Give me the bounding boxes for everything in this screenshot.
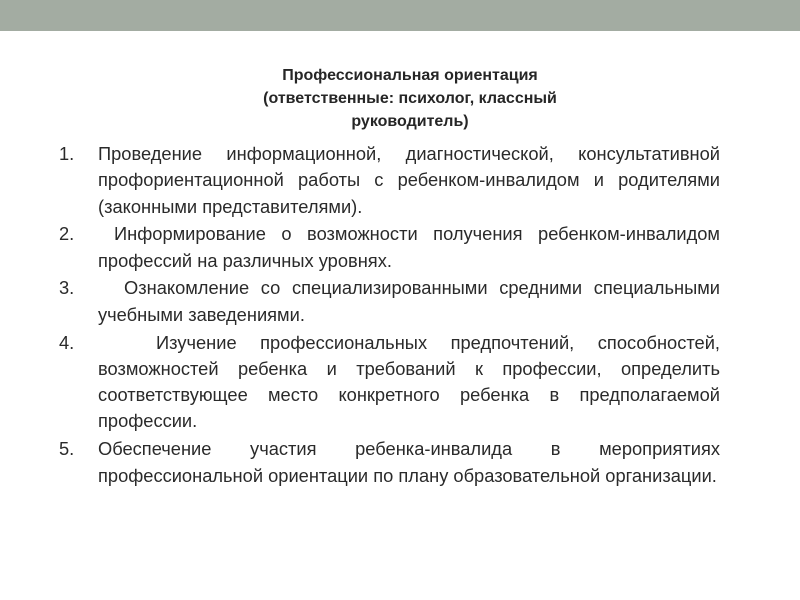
list-item — [48, 141, 720, 220]
title-line: Профессиональная ориентация — [282, 67, 538, 84]
list-item-text: Ознакомление со специализированными средними специальными учебными заведениями. — [98, 277, 720, 325]
list-item-number: 1. — [59, 143, 75, 164]
list-item-text: Информирование о возможности получения ребенком-инвалидом профессий на различных уровнях. — [98, 223, 720, 271]
list-item — [48, 275, 720, 328]
list-item-number: 4. — [59, 331, 75, 353]
title-line: (ответственные: психолог, классный — [263, 90, 557, 107]
title-line: руководитель) — [351, 113, 469, 130]
list-item — [48, 436, 720, 489]
list-item-text: Проведение информационной, диагностической, консультативной профориентационной работы с ребенком-инвалидом и родителями (законными представителями). — [98, 143, 720, 217]
top-decorative-bar — [0, 0, 800, 31]
list-item — [48, 330, 720, 435]
list-item-text: Изучение профессиональных предпочтений, способностей, возможностей ребенка и требований к профессии, определить соответствующее место конкретного ребенка в предполагаемой профессии. — [98, 331, 720, 432]
list-item-number: 3. — [59, 277, 75, 299]
numbered-list — [48, 141, 720, 490]
list-item — [48, 221, 720, 274]
list-item-number: 5. — [59, 438, 75, 460]
slide-title — [190, 64, 630, 133]
list-item-text: Обеспечение участия ребенка-инвалида в мероприятиях профессиональной ориентации по плану образовательной организации. — [98, 438, 720, 486]
list-item-number: 2. — [59, 223, 75, 245]
